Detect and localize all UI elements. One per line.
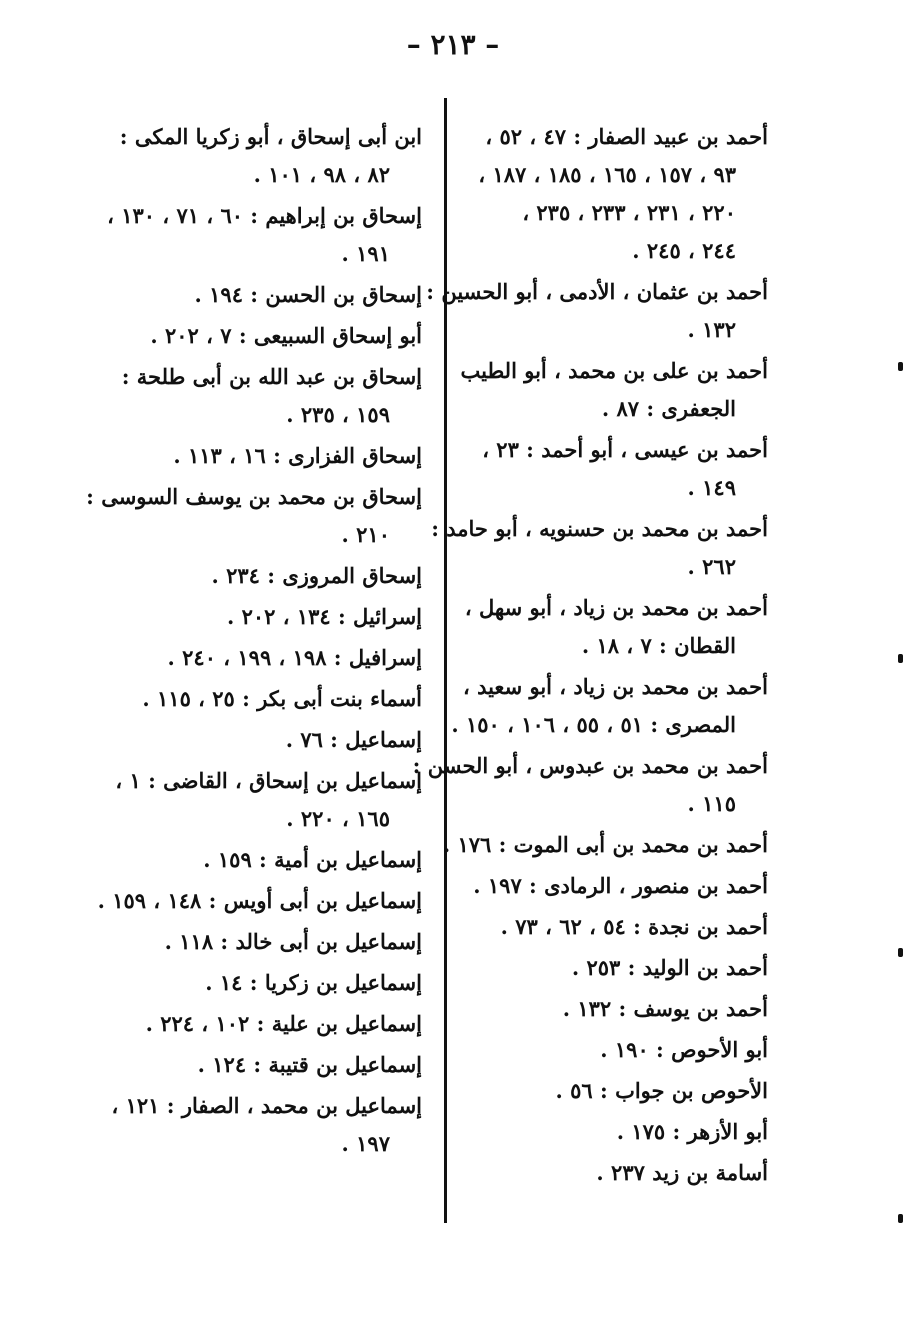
index-entry (112, 276, 422, 314)
entry-heading-line: إسحاق بن محمد بن يوسف السوسى : (86, 484, 422, 509)
index-entry (112, 923, 422, 961)
entry-heading-line: إسرائيل : ١٣٤ ، ٢٠٢ . (226, 604, 422, 629)
index-entry (112, 1046, 422, 1084)
margin-mark (898, 948, 903, 957)
entry-heading-line: أسماء بنت أبى بكر : ٢٥ ، ١١٥ . (142, 686, 422, 711)
index-entry (112, 118, 422, 194)
entry-heading-line: إسحاق بن الحسن : ١٩٤ . (194, 282, 422, 307)
entry-heading-line: إسماعيل بن قتيبة : ١٢٤ . (197, 1052, 422, 1077)
index-entry (462, 990, 768, 1028)
entry-continuation-line: ١٩٧ . (341, 1131, 390, 1156)
entry-continuation-line: ٨٢ ، ٩٨ ، ١٠١ . (253, 162, 390, 187)
entry-heading-line: إسحاق الفزارى : ١٦ ، ١١٣ . (173, 443, 422, 468)
entry-continuation-line: الجعفرى : ٨٧ . (601, 396, 736, 421)
index-entry (462, 352, 768, 428)
entry-continuation-line: ١١٥ . (687, 791, 736, 816)
index-entry (107, 197, 422, 273)
entry-heading-line: إسماعيل بن إسحاق ، القاضى : ١ ، (115, 768, 422, 793)
entry-heading-line: الأحوص بن جواب : ٥٦ . (555, 1078, 768, 1103)
entry-heading-line: أحمد بن محمد بن زياد ، أبو سعيد ، (462, 674, 768, 699)
index-entry (112, 964, 422, 1002)
entry-heading-line: إسحاق بن إبراهيم : ٦٠ ، ٧١ ، ١٣٠ ، (107, 203, 422, 228)
entry-heading-line: أبو الأحوص : ١٩٠ . (600, 1037, 768, 1062)
index-entry (112, 1087, 422, 1163)
page-number: – ٢١٣ – (406, 28, 500, 61)
index-entry (462, 589, 768, 665)
entry-continuation-line: المصرى : ٥١ ، ٥٥ ، ١٠٦ ، ١٥٠ . (451, 712, 736, 737)
index-entry (462, 867, 768, 905)
entry-heading-line: أحمد بن محمد بن عبدوس ، أبو الحسن : (412, 753, 768, 778)
entry-heading-line: أحمد بن يوسف : ١٣٢ . (562, 996, 768, 1021)
entry-continuation-line: ١٤٩ . (687, 475, 736, 500)
entry-heading-line: إسماعيل بن أبى أويس : ١٤٨ ، ١٥٩ . (97, 888, 422, 913)
entry-heading-line: إسماعيل بن علية : ١٠٢ ، ٢٢٤ . (145, 1011, 422, 1036)
index-entry (112, 1005, 422, 1043)
index-entry (112, 598, 422, 636)
entry-heading-line: أسامة بن زيد ٢٣٧ . (596, 1160, 768, 1185)
index-entry (462, 1113, 768, 1151)
entry-heading-line: إسماعيل بن محمد ، الصفار : ١٢١ ، (111, 1093, 422, 1118)
entry-heading-line: أحمد بن الوليد : ٢٥٣ . (571, 955, 768, 980)
entry-heading-line: إسماعيل بن أبى خالد : ١١٨ . (164, 929, 422, 954)
index-entry (112, 437, 422, 475)
entry-heading-line: أحمد بن عبيد الصفار : ٤٧ ، ٥٢ ، (485, 124, 768, 149)
entry-heading-line: إسحاق المروزى : ٢٣٤ . (211, 563, 422, 588)
entry-heading-line: أبو الأزهر : ١٧٥ . (616, 1119, 768, 1144)
index-entry (86, 478, 422, 554)
entry-continuation-line: ٩٣ ، ١٥٧ ، ١٦٥ ، ١٨٥ ، ١٨٧ ، (478, 162, 736, 187)
entry-heading-line: أحمد بن عثمان ، الأدمى ، أبو الحسين : (426, 279, 768, 304)
index-entry (97, 882, 422, 920)
entry-continuation-line: ١٦٥ ، ٢٢٠ . (286, 806, 390, 831)
entry-heading-line: إسماعيل بن أمية : ١٥٩ . (203, 847, 422, 872)
index-entry (112, 841, 422, 879)
index-entry (462, 1072, 768, 1110)
index-entry (112, 317, 422, 355)
entry-heading-line: إسحاق بن عبد الله بن أبى طلحة : (121, 364, 422, 389)
entry-heading-line: أحمد بن عيسى ، أبو أحمد : ٢٣ ، (482, 437, 768, 462)
index-entry (431, 510, 768, 586)
column-divider (444, 98, 447, 1223)
margin-mark (898, 1214, 903, 1223)
entry-heading-line: أحمد بن نجدة : ٥٤ ، ٦٢ ، ٧٣ . (500, 914, 768, 939)
index-column-left (86, 118, 422, 1166)
entry-heading-line: إسماعيل بن زكريا : ١٤ . (205, 970, 422, 995)
entry-heading-line: ابن أبى إسحاق ، أبو زكريا المكى : (119, 124, 422, 149)
index-entry (462, 1031, 768, 1069)
entry-continuation-line: ٢٤٤ ، ٢٤٥ . (632, 238, 736, 263)
entry-heading-line: أحمد بن منصور ، الرمادى : ١٩٧ . (473, 873, 768, 898)
entry-continuation-line: ٢٦٢ . (687, 554, 736, 579)
index-entry (462, 118, 768, 270)
entry-continuation-line: القطان : ٧ ، ١٨ . (581, 633, 736, 658)
index-entry (412, 747, 768, 823)
index-entry (462, 1154, 768, 1192)
index-entry (112, 639, 422, 677)
index-entry (442, 826, 768, 864)
index-entry (426, 273, 768, 349)
index-column-right (412, 118, 768, 1195)
index-entry (112, 762, 422, 838)
entry-heading-line: أبو إسحاق السبيعى : ٧ ، ٢٠٢ . (150, 323, 422, 348)
entry-continuation-line: ٢١٠ . (341, 522, 390, 547)
index-entry (112, 721, 422, 759)
entry-heading-line: إسماعيل : ٧٦ . (285, 727, 422, 752)
entry-continuation-line: ٢٢٠ ، ٢٣١ ، ٢٣٣ ، ٢٣٥ ، (522, 200, 736, 225)
index-entry (112, 557, 422, 595)
entry-continuation-line: ١٣٢ . (687, 317, 736, 342)
index-entry (112, 358, 422, 434)
index-entry (462, 431, 768, 507)
entry-continuation-line: ١٥٩ ، ٢٣٥ . (286, 402, 390, 427)
index-entry (462, 908, 768, 946)
entry-heading-line: إسرافيل : ١٩٨ ، ١٩٩ ، ٢٤٠ . (167, 645, 422, 670)
entry-heading-line: أحمد بن محمد بن حسنويه ، أبو حامد : (431, 516, 768, 541)
entry-heading-line: أحمد بن محمد بن زياد ، أبو سهل ، (464, 595, 768, 620)
entry-heading-line: أحمد بن محمد بن أبى الموت : ١٧٦ . (442, 832, 768, 857)
entry-continuation-line: ١٩١ . (341, 241, 390, 266)
index-entry (451, 668, 768, 744)
entry-heading-line: أحمد بن على بن محمد ، أبو الطيب (460, 358, 768, 383)
margin-mark (898, 654, 903, 663)
index-entry (462, 949, 768, 987)
index-entry (112, 680, 422, 718)
margin-mark (898, 362, 903, 371)
